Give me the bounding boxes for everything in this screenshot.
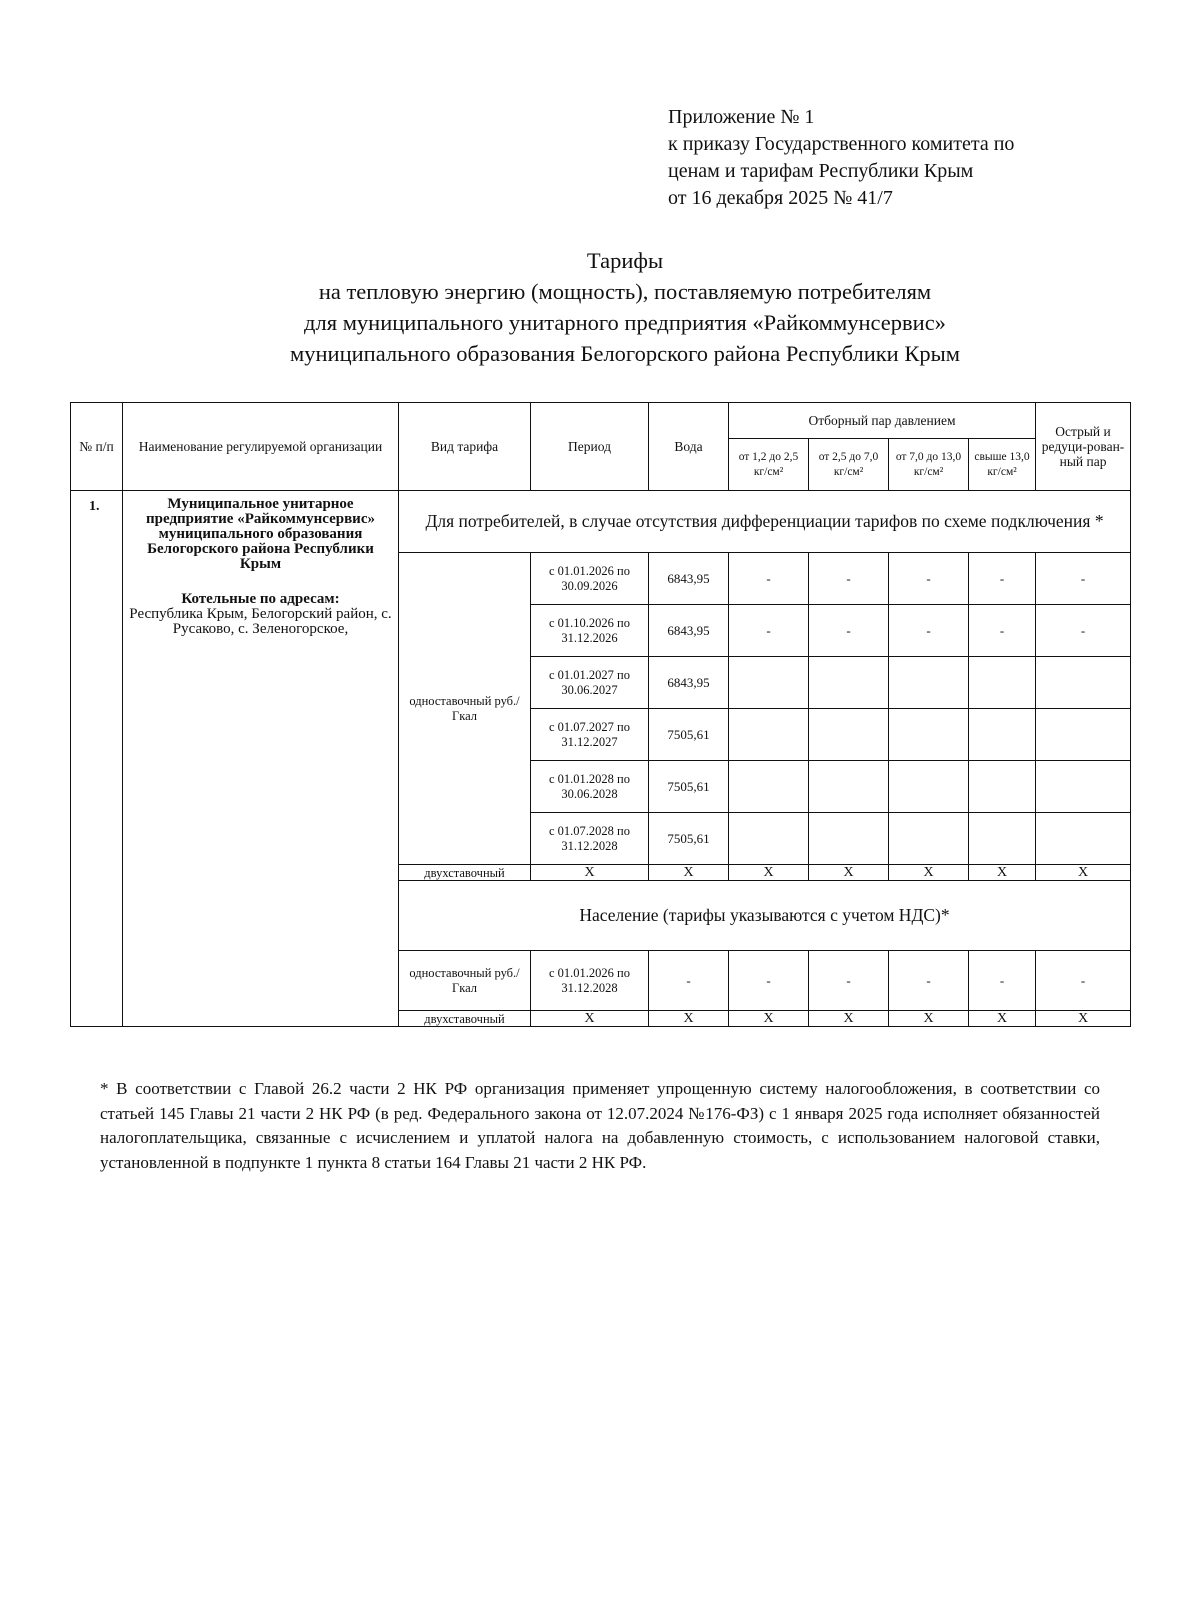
period-cell: с 01.07.2027 по 31.12.2027 — [531, 709, 649, 761]
x-cell: X — [1036, 1011, 1131, 1027]
title-line-4: муниципального образования Белогорского района Республики Крым — [290, 341, 960, 366]
dash-cell: - — [729, 951, 809, 1011]
title-line-2: на тепловую энергию (мощность), поставляемую потребителям — [318, 279, 932, 304]
empty-cell — [889, 657, 969, 709]
water-value: 6843,95 — [649, 605, 729, 657]
empty-cell — [969, 813, 1036, 865]
document-title — [150, 245, 1100, 369]
empty-cell — [729, 761, 809, 813]
x-cell: X — [969, 865, 1036, 881]
water-value: 7505,61 — [649, 709, 729, 761]
empty-cell — [729, 813, 809, 865]
appendix-line-4: от 16 декабря 2025 № 41/7 — [668, 187, 893, 209]
header-steam-3: от 7,0 до 13,0 кг/см² — [889, 439, 969, 491]
dash-cell: - — [1036, 951, 1131, 1011]
empty-cell — [809, 709, 889, 761]
dash-cell: - — [969, 951, 1036, 1011]
period-cell: с 01.01.2026 по 31.12.2028 — [531, 951, 649, 1011]
header-period: Период — [531, 403, 649, 491]
single-rate-label: одноставочный руб./Гкал — [399, 553, 531, 865]
water-value: 7505,61 — [649, 761, 729, 813]
empty-cell — [889, 709, 969, 761]
footnote: * В соответствии с Главой 26.2 части 2 НК РФ организация применяет упрощенную систему налогообложения, в соответствии со статьей 145 Главы 21 части 2 НК РФ (в ред. Федерального закона от 12.07.2024 №176-ФЗ) с 1 января 2025 года исполняет обязанностей налогоплательщика, связанные с исчислением и уплатой налога на добавленную стоимость, с использованием налоговой ставки, установленной в подпункте 1 пункта 8 статьи 164 Главы 21 части 2 НК РФ. — [100, 1079, 1100, 1172]
empty-cell — [1036, 709, 1131, 761]
dash-cell: - — [809, 605, 889, 657]
empty-cell — [969, 657, 1036, 709]
dash-cell: - — [809, 951, 889, 1011]
header-steam-2: от 2,5 до 7,0 кг/см² — [809, 439, 889, 491]
water-value: 6843,95 — [649, 553, 729, 605]
header-tariff-type: Вид тарифа — [399, 403, 531, 491]
x-cell: X — [531, 1011, 649, 1027]
appendix-line-3: ценам и тарифам Республики Крым — [668, 160, 974, 182]
title-line-1: Тарифы — [586, 248, 664, 273]
dash-cell: - — [729, 605, 809, 657]
section-population: Население (тарифы указываются с учетом НДС)* — [399, 881, 1131, 951]
empty-cell — [809, 657, 889, 709]
water-value: 7505,61 — [649, 813, 729, 865]
header-sharp-steam: Острый и редуци-рован-ный пар — [1036, 403, 1131, 491]
dash-cell: - — [729, 553, 809, 605]
x-cell: X — [889, 865, 969, 881]
dash-cell: - — [969, 605, 1036, 657]
dash-cell: - — [1036, 553, 1131, 605]
dash-cell: - — [889, 605, 969, 657]
title-line-3: для муниципального унитарного предприятия «Райкоммунсервис» — [304, 310, 946, 335]
header-steam-1: от 1,2 до 2,5 кг/см² — [729, 439, 809, 491]
empty-cell — [729, 709, 809, 761]
x-cell: X — [889, 1011, 969, 1027]
two-rate-label: двухставочный — [399, 1011, 531, 1027]
empty-cell — [969, 761, 1036, 813]
row-number: 1. — [71, 491, 123, 1027]
empty-cell — [969, 709, 1036, 761]
section-row-1 — [71, 491, 1131, 553]
section-consumers: Для потребителей, в случае отсутствия дифференциации тарифов по схеме подключения * — [399, 491, 1131, 553]
dash-cell: - — [809, 553, 889, 605]
empty-cell — [809, 813, 889, 865]
period-cell: с 01.07.2028 по 31.12.2028 — [531, 813, 649, 865]
tariff-table — [70, 402, 1131, 1027]
x-cell: X — [729, 1011, 809, 1027]
x-cell: X — [969, 1011, 1036, 1027]
dash-cell: - — [889, 951, 969, 1011]
boiler-label: Котельные по адресам: — [181, 591, 340, 607]
x-cell: X — [729, 865, 809, 881]
organization-cell — [123, 491, 399, 1027]
period-cell: с 01.10.2026 по 31.12.2026 — [531, 605, 649, 657]
boiler-address: Республика Крым, Белогорский район, с. Русаково, с. Зеленогорское, — [129, 606, 392, 637]
single-rate-label: одноставочный руб./Гкал — [399, 951, 531, 1011]
water-value: 6843,95 — [649, 657, 729, 709]
header-steam-group: Отборный пар давлением — [729, 403, 1036, 439]
header-steam-4: свыше 13,0 кг/см² — [969, 439, 1036, 491]
x-cell: X — [809, 865, 889, 881]
header-org: Наименование регулируемой организации — [123, 403, 399, 491]
appendix-line-2: к приказу Государственного комитета по — [668, 133, 1015, 155]
empty-cell — [889, 813, 969, 865]
x-cell: X — [531, 865, 649, 881]
empty-cell — [1036, 657, 1131, 709]
x-cell: X — [1036, 865, 1131, 881]
dash-cell: - — [969, 553, 1036, 605]
empty-cell — [1036, 813, 1131, 865]
appendix-block — [668, 104, 1014, 212]
appendix-line-1: Приложение № 1 — [668, 106, 815, 128]
x-cell: X — [649, 1011, 729, 1027]
period-cell: с 01.01.2028 по 30.06.2028 — [531, 761, 649, 813]
dash-cell: - — [649, 951, 729, 1011]
empty-cell — [729, 657, 809, 709]
period-cell: с 01.01.2027 по 30.06.2027 — [531, 657, 649, 709]
dash-cell: - — [889, 553, 969, 605]
header-water: Вода — [649, 403, 729, 491]
header-num: № п/п — [71, 403, 123, 491]
x-cell: X — [649, 865, 729, 881]
empty-cell — [809, 761, 889, 813]
x-cell: X — [809, 1011, 889, 1027]
empty-cell — [889, 761, 969, 813]
dash-cell: - — [1036, 605, 1131, 657]
header-row-1 — [71, 403, 1131, 439]
two-rate-label: двухставочный — [399, 865, 531, 881]
period-cell: с 01.01.2026 по 30.09.2026 — [531, 553, 649, 605]
org-name: Муниципальное унитарное предприятие «Райкоммунсервис» муниципального образования Белогорского района Республики Крым — [146, 496, 375, 572]
empty-cell — [1036, 761, 1131, 813]
